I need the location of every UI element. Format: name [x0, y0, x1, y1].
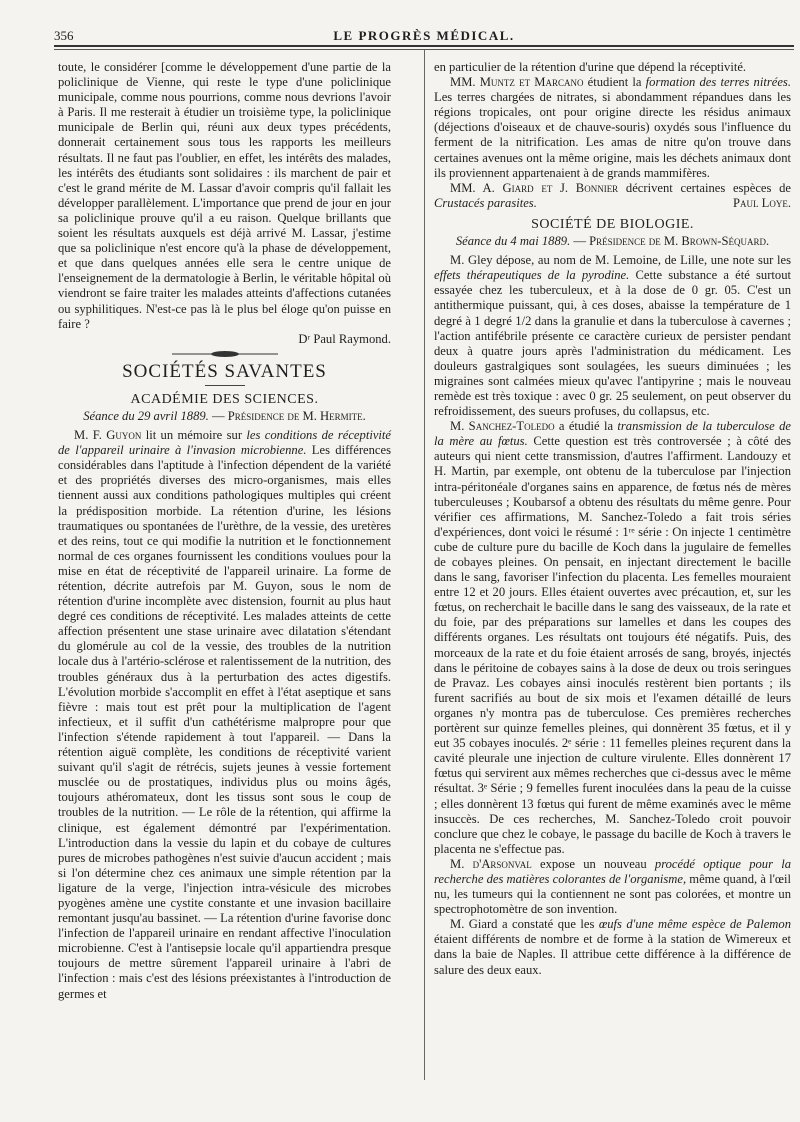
biology-title: SOCIÉTÉ DE BIOLOGIE. [531, 216, 694, 232]
sanchez-paragraph [434, 419, 791, 857]
giard-title: Crustacés parasites. [434, 195, 537, 210]
arsonval-title: procédé optique pour la recherche des matières colorantes de l'organisme, [434, 856, 792, 886]
guyon-author: M. F. Guyon [74, 428, 142, 443]
giard-paragraph [434, 181, 791, 211]
academy-title: ACADÉMIE DES SCIENCES. [130, 391, 319, 407]
guyon-intro: lit un mémoire sur [141, 428, 247, 443]
muntz-intro: étudient la [583, 75, 646, 90]
muntz-authors: MM. Muntz et Marcano [450, 75, 584, 90]
gley-title: effets thérapeutiques de la pyrodine. [434, 268, 630, 283]
gley-intro: M. Gley dépose, au nom de M. Lemoine, de Lille, une note sur les [450, 253, 791, 268]
right-column [434, 60, 791, 978]
guyon-body: Les différences considérables dans l'aptitude à l'infection dépendent de la variété et des propriétés diverses des micro-organismes, mais elles tiennent aussi aux conditions pathologiques multiples qui créent la prédisposition morbide. La rétention d'urine, les lésions traumatiques ou spontanées de l'urèthre, de la vessie, des uretères et des reins, tout ce qui modifie la nutrition et le fonctionnement normal de ces organes fournissent les conditions voulues pour la mise en état de réceptivité de l'appareil urinaire. La forme de rétention, décrite autrefois par M. Guyon, sous le nom de rétention d'urine incomplète avec distension, fournit au plus haut degré ces conditions de réceptivité. Les malades atteints de cette affection présentent une stase urinaire avec dilatation s'étendant du glomérule au col de la vessie, des troubles de la nutrition locale dus à l'artério-sclérose et ralentissement de la nutrition, des troubles généraux dus à la perturbation des actes digestifs. L'évolution morbide s'accomplit en effet à l'état aseptique et sans fièvre : mais tout est prêt pour la multiplication de l'agent infectieux, et il suffit d'un cathétérisme malpropre pour que l'infection s'étende rapidement à tout l'appareil. — Dans la rétention aiguë complète, les conditions de réceptivité varient suivant qu'il s'agit de rétrécis, sujets jeunes à vessie fortement musclée ou de prostatiques, individus plus ou moins âgés, toujours athéromateux, dont les tissus sont sous le coup de troubles de la nutrition. — Le rôle de la rétention, qui affirme la clinique, est également démontré par l'expérimentation. L'introduction dans la vessie du lapin et du cobaye de cultures pures de microbes pathogènes n'est suivie d'aucun accident ; mais si l'on détermine chez ces animaux une simple rétention par la ligature de la verge, l'injection intra-vésicule des microbes pyogènes amène une cystite constante et une invasion bacillaire remontant jusqu'au bassinet. — La rétention d'urine favorise donc l'infection de l'appareil urinaire en rendant affective l'inoculation microbienne. C'est à l'antisepsie locale qu'il appartiendra presque toujours de mettre sûrement l'appareil urinaire à l'abri de l'infection : mais c'est des lésions préexistantes à l'introduction de germes et [58, 443, 392, 1001]
section-title: SOCIÉTÉS SAVANTES [122, 360, 327, 382]
section-rule [205, 385, 245, 386]
giard-intro: décrivent certaines espèces de [618, 180, 791, 195]
continuation-text: en particulier de la rétention d'urine que dépend la réceptivité. [434, 60, 747, 74]
arsonval-intro: expose un nouveau [531, 856, 655, 871]
giard2-intro: M. Giard a constaté que les [450, 917, 599, 932]
seance-heading [58, 409, 391, 424]
arsonval-body: même quand, à l'œil nu, les tumeurs qui la contiennent ne sont pas colorées, et montre un spectrophotomètre de son invention. [434, 871, 791, 917]
giard2-paragraph [434, 917, 791, 977]
guyon-title: les conditions de réceptivité de l'appareil urinaire à l'invasion microbienne. [58, 428, 391, 458]
arsonval-paragraph [434, 857, 791, 917]
giard-authors: MM. A. Giard et J. Bonnier [450, 180, 619, 195]
journal-title: LE PROGRÈS MÉDICAL. [333, 28, 515, 43]
signature-raymond: Dʳ Paul Raymond. [298, 331, 391, 346]
column-divider [424, 50, 425, 1080]
muntz-body: Les terres chargées de nitrates, si abondamment répandues dans les régions tropicales, ont pour origine directe les résidus animaux (déjections d'oiseaux et de chauve-souris) oxydés sous l'influence du ferment de la nitrification. Les amas de nitre qu'on trouve dans certaines avenues ont la même origine, mais les déchets animaux dont ils proviennent appartenaient à de grands mammifères. [434, 90, 791, 180]
page-number: 356 [54, 28, 74, 43]
giard2-title: œufs d'une même espèce de Palemon [598, 917, 791, 932]
biology-seance-heading [434, 234, 791, 249]
giard2-body: étaient différents de nombre et de forme à la station de Wimereux et dans la baie de Naples. Il attribue cette différence à la différence de salure des deux eaux. [434, 932, 791, 977]
guyon-paragraph [58, 428, 391, 1002]
sanchez-body: Cette question est très controversée ; à côté des auteurs qui nient cette transmission, d'autres l'affirment. Landouzy et H. Martin, par exemple, ont obtenu de la tuberculose par l'injection intra-péritonéale d'organes sains en apparence, de fœtus nés de mères tuberculeuses ; Koubarsof a obtenu des résultats du même genre. Pour vérifier ces affirmations, M. Sanchez-Toledo a fait trois séries d'expériences, dont voici le résumé : 1ʳᵉ série : On injecte 1 centimètre cube de culture pure du bacille de Koch dans la jugulaire de femelles de cobayes pleines. On pensait, en injectant directement le bacille dans le sang, favoriser l'infection du placenta. Les femelles mouraient entre 12 et 20 jours. Elles étaient ouvertes avec précaution, et, sur les fœtus, on recherchait le bacille dans le sang des vaisseaux, de la rate et du foie, par des préparations sur lamelles et dans les coupes des différents organes. Les résultats ont toujours été négatifs. Puis, des morceaux de la rate et du foie étaient arrosés de sang, broyés, injectés dans le péritoine de cobayes sains à la dose de deux ou trois seringues de Pravaz. Les cobayes ainsi inoculés restèrent bien portants ; ils furent sacrifiés au bout de six mois et l'examen détaillé de leurs organes n'y montra pas de tuberculose. Ces premières recherches portèrent sur quinze femelles pleines, qui donnèrent 35 fœtus, et il y eut 35 cobayes inoculés. 2ᵉ série : 11 femelles pleines reçurent dans la cavité pleurale une injection de culture virulente. Elles donnèrent 17 fœtus qui servirent aux mêmes recherches que ci-dessus avec le même résultat. 3ᵉ Série ; 9 femelles furent inoculées dans la peau de la cuisse ; elles donnèrent 13 fœtus qui furent de même examinés avec le même insuccès. De ces recherches, M. Sanchez-Toledo croit pouvoir conclure que chez le cobaye, le passage du bacille de Koch à travers le placenta ne s'effectue pas. [434, 434, 791, 856]
ornament-divider-icon [170, 350, 280, 358]
biology-seance-date: Séance du 4 mai 1889. [455, 234, 571, 249]
header-rule [54, 45, 794, 47]
gley-body: Cette substance a été surtout essayée chez les tuberculeux, et à la dose de 0 gr. 05. C'est un antithermique puissant, qui, à ces doses, abaisse la température de 1 degré à 1 degré 1/2 dans la granulie et dans la tuberculose à cavernes ; l'action antifébrile présente ce caractère curieux de persister pendant deux à quatre jours après l'administration du médicament. Les douleurs gastralgiques sont soulagées, les sueurs diminuées ; les migraines sont calmées mieux qu'avec l'antipyrine ; mais le nouveau remède est très toxique : avec 0 gr. 25 seulement, on peut observer du refroidissement, des sueurs profuses, du collapsus, etc. [434, 268, 791, 419]
signature-loye: Paul Loye. [733, 195, 791, 210]
sanchez-title: transmission de la tuberculose de la mère au fœtus. [434, 419, 791, 449]
sanchez-author: M. Sanchez-Toledo [450, 419, 555, 434]
page-header [54, 26, 794, 46]
left-column [58, 60, 391, 1002]
gley-paragraph [434, 253, 791, 419]
biology-presidence: — Présidence de M. Brown-Séquard. [573, 234, 770, 249]
presidence: — Présidence de M. Hermite. [211, 408, 366, 423]
policlinique-paragraph: toute, le considérer [comme le développement d'une partie de la policlinique de Vienne, qui reste le type d'une policlinique municipale, comme nous pourrions, comme nous devrions l'avoir à Paris. Il me resterait à étudier un troisième type, la policlinique municipale de Berlin qui, réuni aux deux types précédents, donnerait certainement sous tous les rapports les meilleurs résultats. Il ne faut pas l'oublier, en effet, les intérêts des malades, les intérêts des étudiants sont solidaires : ils marchent de pair et c'est le grand mérite de M. Lassar d'avoir compris qu'il fallait les développer parallèlement. L'importance que prend de jour en jour sa policlinique prouve qu'il a eu raison. Quelque brillants que soient les résultats auxquels est déjà arrivé M. Lassar, j'estime que sa policlinique n'est encore qu'à la phase de développement, et que dans quelques années elle sera le centre unique de l'enseignement de la dermatologie à Berlin, le véritable hôpital où viendront se faire traiter les malades atteints d'affections cutanées ou syphilitiques. N'est-ce pas là le plus bel éloge qu'on puisse en faire ? [58, 60, 391, 331]
arsonval-author: M. d'Arsonval [450, 856, 532, 871]
muntz-title: formation des terres nitrées. [645, 75, 791, 90]
sanchez-intro: a étudié la [554, 419, 618, 434]
seance-date: Séance du 29 avril 1889. [83, 408, 209, 423]
muntz-paragraph [434, 75, 791, 181]
